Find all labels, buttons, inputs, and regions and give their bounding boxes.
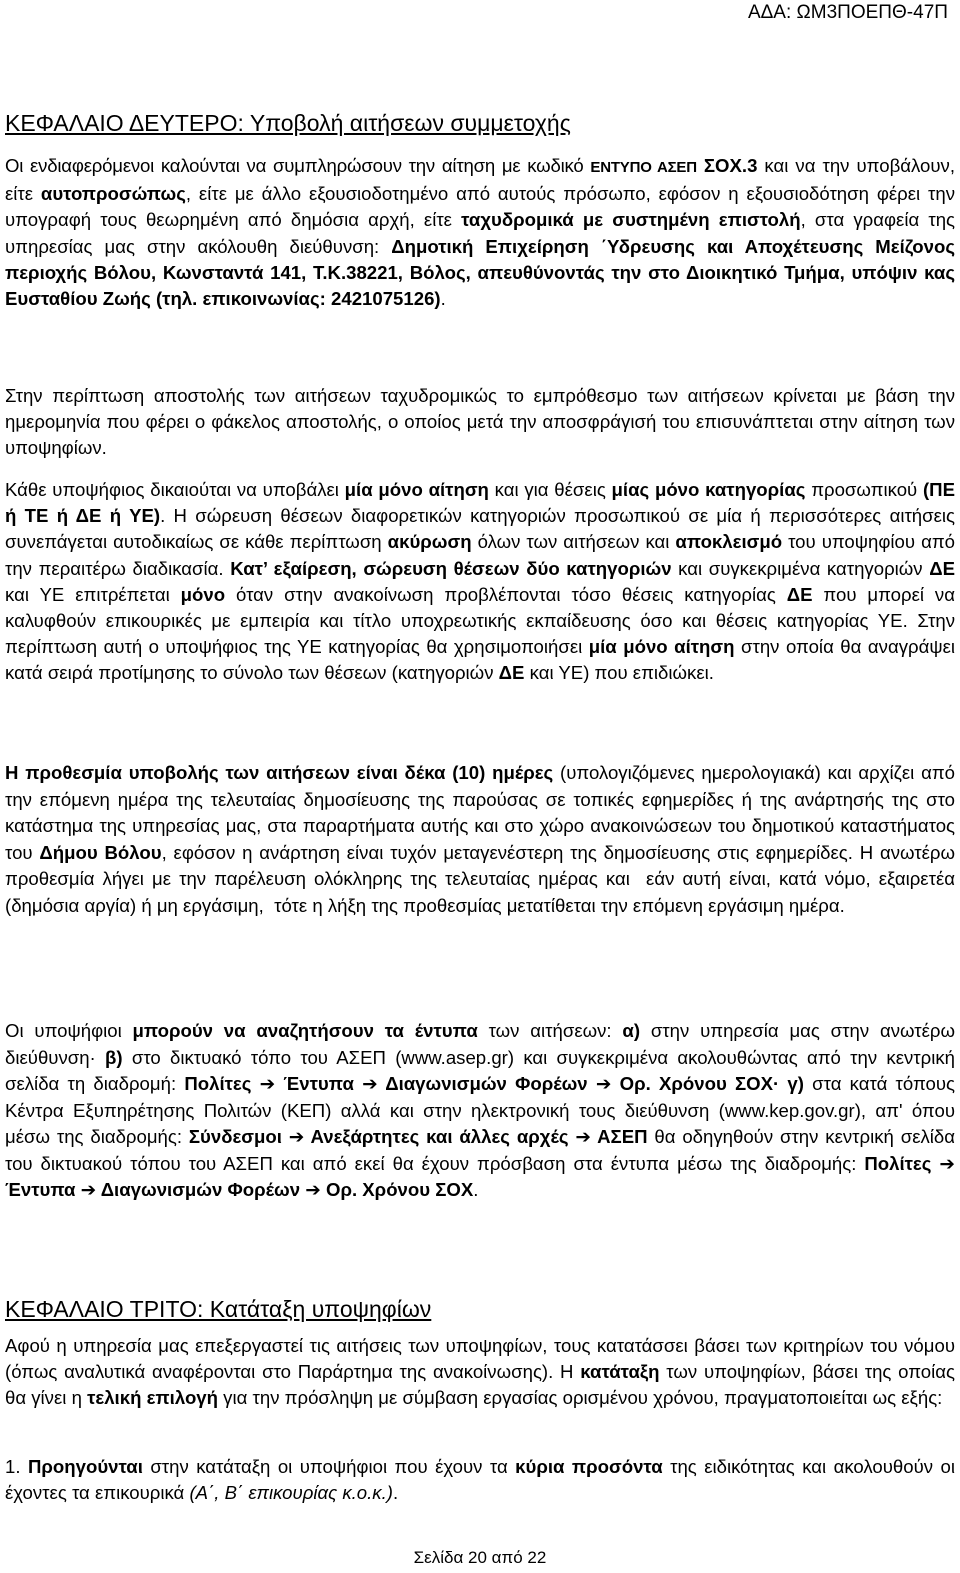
chapter-two-paragraph-single-application: Κάθε υποψήφιος δικαιούται να υποβάλει μία μόνο αίτηση και για θέσεις μίας μόνο κατηγορίας προσωπικού (ΠΕ ή ΤΕ ή ΔΕ ή ΥΕ). Η σώρευση θέσεων διαφορετικών κατηγοριών προσωπικού σε μία ή περισσότερες αιτήσεις συνεπάγεται αυτοδικαίως σε κάθε περίπτωση ακύρωση όλων των αιτήσεων και αποκλεισμό του υποψηφίου από την περαιτέρω διαδικασία. Κατ’ εξαίρεση, σώρευση θέσεων δύο κατηγοριών και συγκεκριμένα κατηγοριών ΔΕ και ΥΕ επιτρέπεται μόνο όταν στην ανακοίνωση προβλέπονται τόσο θέσεις κατηγορίας ΔΕ που μπορεί να καλυφθούν επικουρικές με εμπειρία και τίτλο υποχρεωτικής εκπαίδευσης όσο και θέσεις κατηγορίας ΥΕ. Στην περίπτωση αυτή ο υποψήφιος της ΥΕ κατηγορίας θα χρησιμοποιήσει μία μόνο αίτηση στην οποία θα αναγράψει κατά σειρά προτίμησης το σύνολο των θέσεων (κατηγοριών ΔΕ και ΥΕ) που επιδιώκει. <box>5 479 955 684</box>
ada-code: ΑΔΑ: ΩΜ3ΠΟΕΠΘ-47Π <box>747 2 948 23</box>
chapter-two-paragraph-forms: Οι υποψήφιοι μπορούν να αναζητήσουν τα έντυπα των αιτήσεων: α) στην υπηρεσία μας στην ανωτέρω διεύθυνση· β) στο δικτυακό τόπο του ΑΣΕΠ (www.asep.gr) και συγκεκριμένα ακολουθώντας από την κεντρική σελίδα τη διαδρομή: Πολίτες ➔ Έντυπα ➔ Διαγωνισμών Φορέων ➔ Ορ. Χρόνου ΣΟΧ· γ) στα κατά τόπους Κέντρα Εξυπηρέτησης Πολιτών (ΚΕΠ) αλλά και στην ηλεκτρονική τους διεύθυνση (www.kep.gov.gr), απ' όπου μέσω της διαδρομής: Σύνδεσμοι ➔ Ανεξάρτητες και άλλες αρχές ➔ ΑΣΕΠ θα οδηγηθούν στην κεντρική σελίδα του δικτυακού τόπου του ΑΣΕΠ και από εκεί θα έχουν πρόσβαση στα έντυπα μέσω της διαδρομής: Πολίτες ➔ Έντυπα ➔ Διαγωνισμών Φορέων ➔ Ορ. Χρόνου ΣΟΧ. <box>5 1020 956 1200</box>
chapter-two-heading: ΚΕΦΑΛΑΙΟ ΔΕΥΤΕΡΟ: Υποβολή αιτήσεων συμμετοχής <box>5 110 571 136</box>
chapter-two-paragraph-deadline: Η προθεσμία υποβολής των αιτήσεων είναι δέκα (10) ημέρες (υπολογιζόμενες ημερολογιακά) και αρχίζει από την επόμενη ημέρα της τελευταίας δημοσίευσης της παρούσας σε τοπικές εφημερίδες ή της ανάρτησής της στο κατάστημα της υπηρεσίας μας, στα παραρτήματα αυτής και στο χώρο ανακοινώσεων του δημοτικού καταστήματος του Δήμου Βόλου, εφόσον η ανάρτηση είναι τυχόν μεταγενέστερη της δημοσίευσης στις εφημερίδες. Η ανωτέρω προθεσμία λήγει με την παρέλευση ολόκληρης της τελευταίας ημέρας και εάν αυτή είναι, κατά νόμο, εξαιρετέα (δημόσια αργία) ή μη εργάσιμη, τότε η λήξη της προθεσμίας μετατίθεται την επόμενη εργάσιμη ημέρα. <box>5 762 955 916</box>
chapter-three-paragraph-ranking: Αφού η υπηρεσία μας επεξεργαστεί τις αιτήσεις των υποψηφίων, τους κατατάσσει βάσει των κριτηρίων του νόμου (όπως αναλυτικά αναφέρονται στο Παράρτημα της ανακοίνωσης). Η κατάταξη των υποψηφίων, βάσει της οποίας θα γίνει η τελική επιλογή για την πρόσληψη με σύμβαση εργασίας ορισμένου χρόνου, πραγματοποιείται ως εξής: <box>5 1335 955 1409</box>
chapter-three-paragraph-item-1: 1. Προηγούνται στην κατάταξη οι υποψήφιοι που έχουν τα κύρια προσόντα της ειδικότητας και ακολουθούν οι έχοντες τα επικουρικά (Α΄, Β΄ επικουρίας κ.ο.κ.). <box>5 1456 956 1504</box>
chapter-two-paragraph-postal: Στην περίπτωση αποστολής των αιτήσεων ταχυδρομικώς το εμπρόθεσμο των αιτήσεων κρίνεται με βάση την ημερομηνία που φέρει ο φάκελος αποστολής, ο οποίος μετά την αποσφράγισή του επισυνάπτεται στην αίτηση των υποψηφίων. <box>5 385 955 459</box>
page-number: Σελίδα 20 από 22 <box>413 1548 547 1567</box>
chapter-two-paragraph-submission: Οι ενδιαφερόμενοι καλούνται να συμπληρώσουν την αίτηση με κωδικό ΕΝΤΥΠΟ ΑΣΕΠ ΣΟΧ.3 και να την υποβάλουν, είτε αυτοπροσώπως, είτε με άλλο εξουσιοδοτημένο από αυτούς πρόσωπο, εφόσον η εξουσιοδότηση φέρει την υπογραφή τους θεωρημένη από δημόσια αρχή, είτε ταχυδρομικά με συστημένη επιστολή, στα γραφεία της υπηρεσίας μας στην ακόλουθη διεύθυνση: Δημοτική Επιχείρηση ΄Υδρευσης και Αποχέτευσης Μείζονος περιοχής Βόλου, Κωνσταντά 141, Τ.Κ.38221, Βόλος, απευθύνοντάς την στο Διοικητικό Τμήμα, υπόψιν κας Ευσταθίου Ζωής (τηλ. επικοινωνίας: 2421075126). <box>5 155 956 310</box>
chapter-three-heading: ΚΕΦΑΛΑΙΟ ΤΡΙΤΟ: Κατάταξη υποψηφίων <box>5 1296 432 1322</box>
